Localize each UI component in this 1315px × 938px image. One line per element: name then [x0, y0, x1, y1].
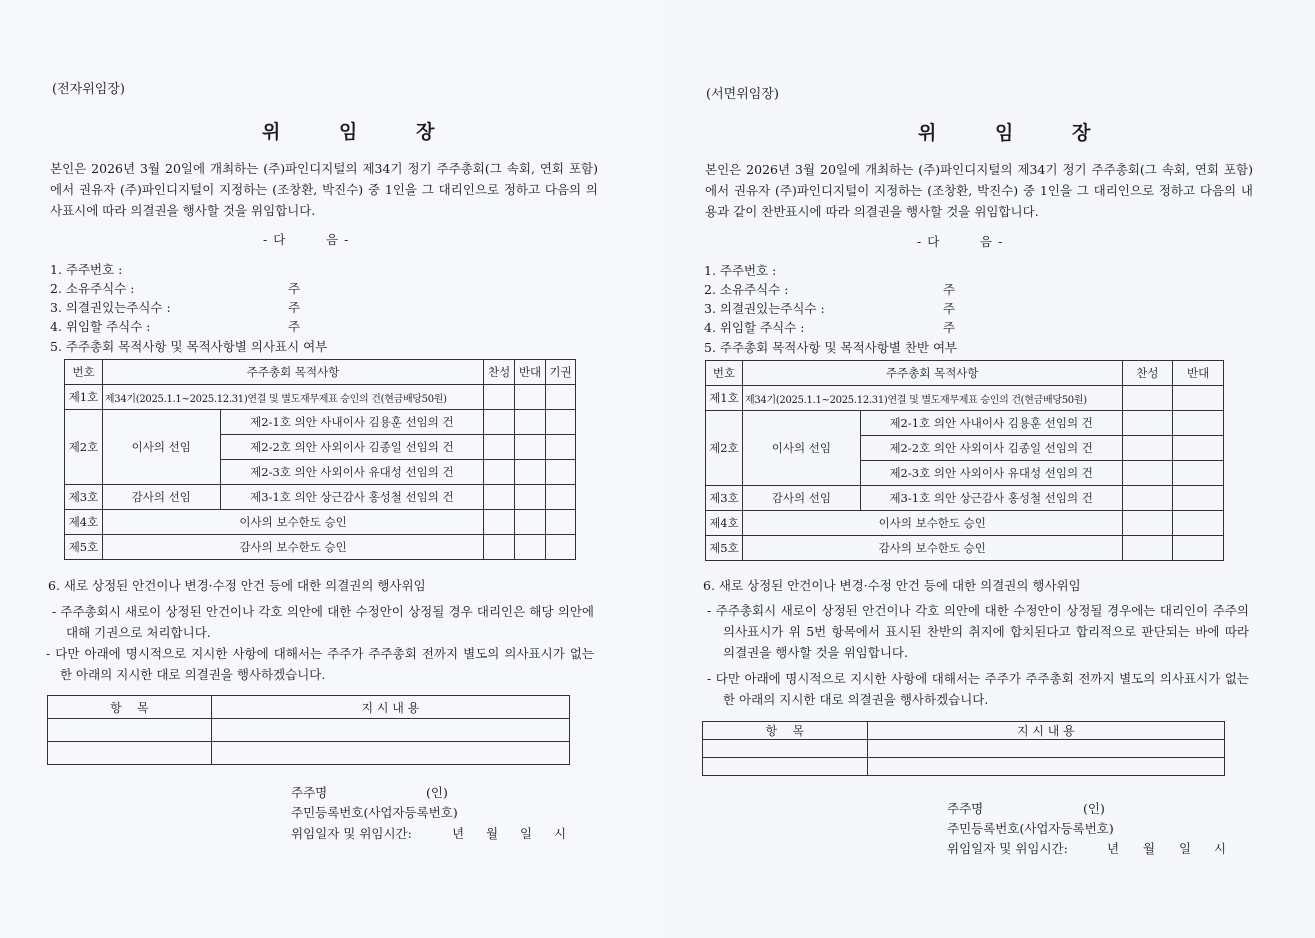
agenda-number: 제5호	[65, 535, 103, 560]
item-voting-shares: 3. 의결권있는주식수 :	[50, 300, 171, 315]
agenda-subject: 이사의 보수한도 승인	[742, 511, 1122, 536]
section6-bullet-2: - 다만 아래에 명시적으로 지시한 사항에 대해서는 주주가 주주총회 전까지 별도의 의사표시가 없는 한 아래의 지시한 대로 의결권을 행사하겠습니다.	[46, 646, 594, 682]
agenda-group: 이사의 선임	[742, 411, 860, 486]
vote-against-cell[interactable]	[1173, 386, 1224, 411]
vote-for-cell[interactable]	[484, 435, 515, 460]
agenda-header-row	[706, 361, 1224, 386]
header-subject: 주주총회 목적사항	[742, 361, 1122, 386]
vote-abstain-cell[interactable]	[546, 485, 576, 510]
hour-label: 시	[554, 826, 567, 841]
agenda-row-1	[706, 386, 1224, 411]
header-for: 찬성	[1122, 361, 1173, 386]
vote-abstain-cell[interactable]	[546, 510, 576, 535]
agenda-subject: 제2-3호 의안 사외이사 유대성 선임의 건	[860, 461, 1122, 486]
agenda-number: 제2호	[706, 411, 743, 486]
year-label: 년	[452, 826, 465, 841]
section6-heading: 6. 새로 상정된 안건이나 변경·수정 안건 등에 대한 의결권의 행사위임	[703, 578, 1081, 593]
registration-number-label: 주민등록번호(사업자등록번호)	[947, 821, 1114, 836]
instruction-content-cell[interactable]	[867, 740, 1224, 758]
vote-against-cell[interactable]	[1173, 436, 1224, 461]
agenda-subject: 이사의 보수한도 승인	[102, 510, 483, 535]
notice-heading: - 다 음 -	[917, 234, 1004, 249]
header-abstain: 기권	[546, 360, 576, 385]
instruction-item-cell[interactable]	[703, 740, 868, 758]
header-item: 항 목	[48, 696, 212, 719]
page-title: 위 임 장	[262, 121, 461, 143]
instruction-item-cell[interactable]	[48, 719, 212, 742]
vote-against-cell[interactable]	[515, 460, 546, 485]
owned-shares-unit: 주	[943, 282, 956, 297]
vote-against-cell[interactable]	[1173, 511, 1224, 536]
form-type-tag: (서면위임장)	[706, 87, 779, 102]
notice-heading: - 다 음 -	[263, 232, 350, 247]
vote-against-cell[interactable]	[1173, 536, 1224, 561]
vote-abstain-cell[interactable]	[546, 535, 576, 560]
agenda-header-row	[65, 360, 576, 385]
vote-for-cell[interactable]	[484, 385, 515, 410]
year-label: 년	[1107, 841, 1120, 856]
section6-bullet-1: - 주주총회시 새로이 상정된 안건이나 각호 의안에 대한 수정안이 상정될 경우에는 대리인이 주주의 의사표시가 위 5번 항목에서 표시된 찬반의 취지에 합치된다고 합리적으로 판단되는 바에 따라 의결권을 행사할 것을 위임합니다.	[707, 603, 1249, 660]
agenda-number: 제4호	[706, 511, 743, 536]
seal-mark[interactable]: (인)	[1083, 801, 1105, 816]
agenda-group: 이사의 선임	[102, 410, 220, 485]
header-against: 반대	[1173, 361, 1224, 386]
item-shareholder-number: 1. 주주번호 :	[50, 262, 123, 277]
agenda-number: 제3호	[65, 485, 103, 510]
section6-bullet-1: - 주주총회시 새로이 상정된 안건이나 각호 의안에 대한 수정안이 상정될 경우 대리인은 해당 의안에 대해 기권으로 처리합니다.	[52, 604, 594, 640]
month-label: 월	[486, 826, 499, 841]
shareholder-name-label: 주주명	[947, 801, 984, 816]
vote-abstain-cell[interactable]	[546, 385, 576, 410]
instruction-content-cell[interactable]	[867, 758, 1224, 776]
day-label: 일	[520, 826, 533, 841]
vote-against-cell[interactable]	[1173, 486, 1224, 511]
delegation-datetime-label: 위임일자 및 위임시간:	[947, 841, 1068, 856]
day-label: 일	[1179, 841, 1192, 856]
vote-abstain-cell[interactable]	[546, 435, 576, 460]
item-shareholder-number: 1. 주주번호 :	[704, 263, 777, 278]
agenda-number: 제2호	[65, 410, 103, 485]
vote-against-cell[interactable]	[1173, 411, 1224, 436]
agenda-number: 제4호	[65, 510, 103, 535]
header-number: 번호	[706, 361, 743, 386]
vote-abstain-cell[interactable]	[546, 460, 576, 485]
delegated-shares-unit: 주	[288, 319, 301, 334]
agenda-subject: 감사의 보수한도 승인	[102, 535, 483, 560]
agenda-row-5	[65, 535, 576, 560]
header-for: 찬성	[484, 360, 515, 385]
vote-for-cell[interactable]	[484, 485, 515, 510]
vote-for-cell[interactable]	[1122, 511, 1173, 536]
agenda-subject: 제34기(2025.1.1~2025.12.31)연결 및 별도재무제표 승인의 건(현금배당50원)	[742, 386, 1122, 411]
agenda-subject: 제3-1호 의안 상근감사 홍성철 선임의 건	[860, 486, 1122, 511]
agenda-row-4	[706, 511, 1224, 536]
agenda-subject: 제2-1호 의안 사내이사 김용훈 선임의 건	[220, 410, 484, 435]
agenda-number: 제1호	[65, 385, 103, 410]
vote-against-cell[interactable]	[515, 485, 546, 510]
agenda-subject: 제2-2호 의안 사외이사 김종일 선임의 건	[860, 436, 1122, 461]
voting-shares-unit: 주	[288, 300, 301, 315]
intro-paragraph: 본인은 2026년 3월 20일에 개최하는 (주)파인디지털의 제34기 정기 주주총회(그 속회, 연회 포함)에서 권유자 (주)파인디지털이 지정하는 (조창환, 박진수) 중 1인을 그 대리인으로 정하고 다음의 의사표시에 따라 의결권을 행사할 것을 위임합니다.	[50, 161, 598, 218]
owned-shares-unit: 주	[288, 281, 301, 296]
item-owned-shares: 2. 소유주식수 :	[50, 281, 135, 296]
agenda-row-2-1	[65, 410, 576, 435]
agenda-subject: 제3-1호 의안 상근감사 홍성철 선임의 건	[220, 485, 484, 510]
agenda-subject: 제2-1호 의안 사내이사 김용훈 선임의 건	[860, 411, 1122, 436]
item-owned-shares: 2. 소유주식수 :	[704, 282, 789, 297]
agenda-number: 제5호	[706, 536, 743, 561]
month-label: 월	[1143, 841, 1156, 856]
agenda-table	[64, 359, 576, 560]
agenda-number: 제1호	[706, 386, 743, 411]
item-agenda-voting: 5. 주주총회 목적사항 및 목적사항별 의사표시 여부	[50, 339, 328, 354]
item-agenda-voting: 5. 주주총회 목적사항 및 목적사항별 찬반 여부	[704, 340, 958, 355]
header-subject: 주주총회 목적사항	[102, 360, 483, 385]
instruction-item-cell[interactable]	[48, 742, 212, 765]
vote-for-cell[interactable]	[484, 410, 515, 435]
agenda-table	[705, 360, 1224, 561]
instructions-table	[47, 695, 570, 765]
vote-for-cell[interactable]	[1122, 536, 1173, 561]
voting-shares-unit: 주	[943, 301, 956, 316]
hour-label: 시	[1214, 841, 1227, 856]
section6-bullet-2: - 다만 아래에 명시적으로 지시한 사항에 대해서는 주주가 주주총회 전까지 별도의 의사표시가 없는 한 아래의 지시한 대로 의결권을 행사하겠습니다.	[707, 671, 1249, 707]
agenda-group: 감사의 선임	[742, 486, 860, 511]
vote-for-cell[interactable]	[1122, 436, 1173, 461]
header-number: 번호	[65, 360, 103, 385]
header-item: 항 목	[703, 722, 868, 740]
instruction-content-cell[interactable]	[211, 742, 569, 765]
item-delegated-shares: 4. 위임할 주식수 :	[50, 319, 151, 334]
agenda-subject: 감사의 보수한도 승인	[742, 536, 1122, 561]
item-voting-shares: 3. 의결권있는주식수 :	[704, 301, 825, 316]
vote-abstain-cell[interactable]	[546, 410, 576, 435]
vote-against-cell[interactable]	[515, 410, 546, 435]
agenda-subject: 제34기(2025.1.1~2025.12.31)연결 및 별도재무제표 승인의 건(현금배당50원)	[102, 385, 483, 410]
delegation-datetime-label: 위임일자 및 위임시간:	[291, 826, 412, 841]
vote-for-cell[interactable]	[484, 460, 515, 485]
header-instruction: 지 시 내 용	[211, 696, 569, 719]
agenda-subject: 제2-2호 의안 사외이사 김종일 선임의 건	[220, 435, 484, 460]
instructions-table	[702, 721, 1225, 776]
agenda-row-3	[65, 485, 576, 510]
electronic-proxy-page	[0, 0, 657, 938]
vote-against-cell[interactable]	[515, 435, 546, 460]
registration-number-label: 주민등록번호(사업자등록번호)	[291, 805, 458, 820]
header-instruction: 지 시 내 용	[867, 722, 1224, 740]
agenda-row-4	[65, 510, 576, 535]
written-proxy-page	[657, 0, 1315, 938]
vote-for-cell[interactable]	[484, 535, 515, 560]
page-title: 위 임 장	[918, 122, 1117, 144]
vote-against-cell[interactable]	[1173, 461, 1224, 486]
seal-mark[interactable]: (인)	[426, 785, 448, 800]
vote-against-cell[interactable]	[515, 510, 546, 535]
agenda-row-3	[706, 486, 1224, 511]
agenda-subject: 제2-3호 의안 사외이사 유대성 선임의 건	[220, 460, 484, 485]
agenda-group: 감사의 선임	[102, 485, 220, 510]
section6-heading: 6. 새로 상정된 안건이나 변경·수정 안건 등에 대한 의결권의 행사위임	[48, 578, 426, 593]
item-delegated-shares: 4. 위임할 주식수 :	[704, 320, 805, 335]
shareholder-name-label: 주주명	[291, 785, 328, 800]
agenda-row-2-1	[706, 411, 1224, 436]
agenda-row-1	[65, 385, 576, 410]
vote-against-cell[interactable]	[515, 385, 546, 410]
vote-for-cell[interactable]	[1122, 486, 1173, 511]
vote-for-cell[interactable]	[1122, 411, 1173, 436]
vote-against-cell[interactable]	[515, 535, 546, 560]
form-type-tag: (전자위임장)	[52, 82, 125, 97]
vote-for-cell[interactable]	[484, 510, 515, 535]
vote-for-cell[interactable]	[1122, 386, 1173, 411]
intro-paragraph: 본인은 2026년 3월 20일에 개최하는 (주)파인디지털의 제34기 정기 주주총회(그 속회, 연회 포함)에서 권유자 (주)파인디지털이 지정하는 (조창환, 박진수) 중 1인을 그 대리인으로 정하고 다음의 내용과 같이 찬반표시에 따라 의결권을 행사할 것을 위임합니다.	[705, 162, 1253, 219]
vote-for-cell[interactable]	[1122, 461, 1173, 486]
instruction-content-cell[interactable]	[211, 719, 569, 742]
agenda-number: 제3호	[706, 486, 743, 511]
agenda-row-5	[706, 536, 1224, 561]
instruction-item-cell[interactable]	[703, 758, 868, 776]
header-against: 반대	[515, 360, 546, 385]
delegated-shares-unit: 주	[943, 320, 956, 335]
